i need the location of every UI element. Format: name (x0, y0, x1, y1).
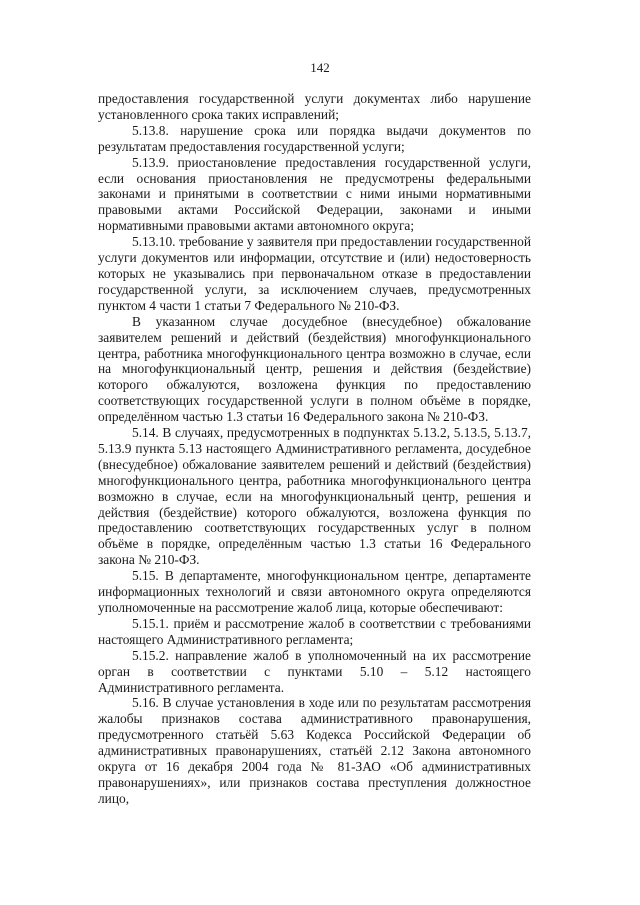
paragraph-5-14: 5.14. В случаях, предусмотренных в подпунктах 5.13.2, 5.13.5, 5.13.7, 5.13.9 пункта 5.13 настоящего Административного регламента, досудебное (внесудебное) обжалование заявителем решений и действий (бездействия) многофункционального центра, работника многофункционального центра возможно в случае, если на многофункциональный центр, решения и действия (бездействие) которого обжалуются, возложена функция по предоставлению соответствующих государственных услуг в полном объёме в порядке, определённым частью 1.3 статьи 16 Федерального закона № 210-ФЗ. (98, 425, 531, 568)
paragraph-5-15: 5.15. В департаменте, многофункциональном центре, департаменте информационных технологий и связи автономного округа определяются уполномоченные на рассмотрение жалоб лица, которые обеспечивают: (98, 568, 531, 615)
paragraph-5-16: 5.16. В случае установления в ходе или по результатам рассмотрения жалобы признаков состава административного правонарушения, предусмотренного статьёй 5.63 Кодекса Российской Федерации об административных правонарушениях, статьёй 2.12 Закона автономного округа от 16 декабря 2004 года № 81-ЗАО «Об административных правонарушениях», или признаков состава преступления должностное лицо, (98, 695, 531, 806)
paragraph-5-15-2: 5.15.2. направление жалоб в уполномоченный на их рассмотрение орган в соответствии с пунктами 5.10 – 5.12 настоящего Административного регламента. (98, 647, 531, 695)
paragraph-5-13-8: 5.13.8. нарушение срока или порядка выдачи документов по результатам предоставления государственной услуги; (98, 122, 531, 154)
page-number: 142 (310, 60, 330, 75)
paragraph-mfc-appeal: В указанном случае досудебное (внесудебное) обжалование заявителем решений и действий (бездействия) многофункционального центра, работника многофункционального центра возможно в случае, если на многофункциональный центр, решения и действия (бездействие) которого обжалуются, возложена функция по предоставлению соответствующих государственной услуги в полном объёме в порядке, определённом частью 1.3 статьи 16 Федерального закона № 210-ФЗ. (98, 313, 531, 425)
paragraph-5-15-1: 5.15.1. приём и рассмотрение жалоб в соответствии с требованиями настоящего Административного регламента; (98, 615, 531, 647)
paragraph-continuation: предоставления государственной услуги документах либо нарушение установленного срока таких исправлений; (98, 91, 531, 122)
paragraph-5-13-10: 5.13.10. требование у заявителя при предоставлении государственной услуги документов или информации, отсутствие и (или) недостоверность которых не указывались при первоначальном отказе в предоставлении государственной услуги, за исключением случаев, предусмотренных пунктом 4 части 1 статьи 7 Федерального № 210-ФЗ. (98, 234, 531, 313)
paragraph-5-13-9: 5.13.9. приостановление предоставления государственной услуги, если основания приостановления не предусмотрены федеральными законами и принятыми в соответствии с ними иными нормативными правовыми актами Российской Федерации, законами и иными нормативными правовыми актами автономного округа; (98, 154, 531, 234)
document-body (98, 91, 531, 807)
